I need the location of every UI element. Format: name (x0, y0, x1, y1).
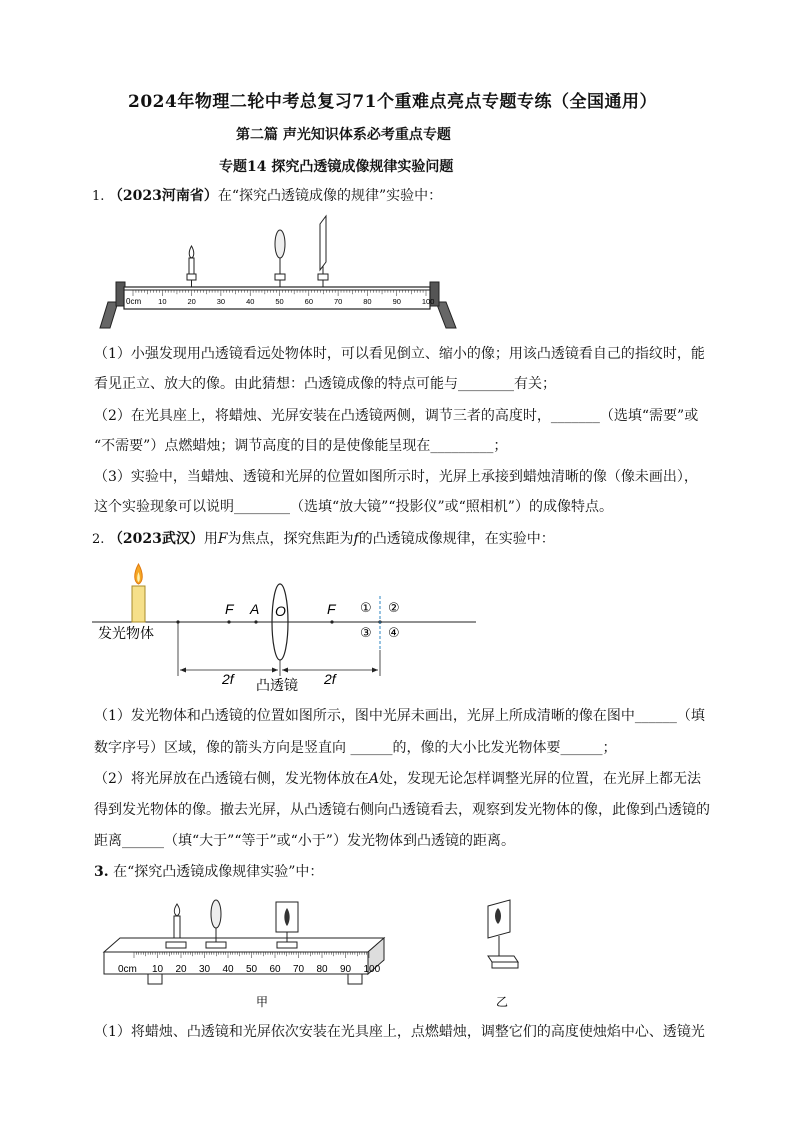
q1-bench-tick-label: 70 (333, 297, 343, 306)
q1-light-screen (318, 216, 328, 287)
q3-bench-front (104, 952, 368, 974)
q3-bench-tick-label: 40 (222, 964, 234, 975)
q3-bench-tick-label: 10 (152, 964, 164, 975)
q2-part2-point-A: A (368, 771, 380, 787)
q3-bench-tick-label: 90 (340, 964, 352, 975)
q1-stem-text: 在“探究凸透镜成像的规律”实验中： (217, 188, 443, 204)
q2-label-F-left: F (225, 601, 234, 617)
q2-part2-line3: 距离______（填“大于”“等于”或“小于”）发光物体到凸透镜的距离。 (94, 833, 515, 849)
q1-bench-tick-label: 10 (158, 297, 167, 306)
q2-part1-line2: 数字序号）区域，像的箭头方向是竖直向 ______的，像的大小比发光物体要______； (94, 740, 617, 756)
q3-figure-jia (100, 892, 390, 1012)
q2-stem-focal-symbol: f (353, 531, 359, 547)
q3-bench-tick-label: 80 (316, 964, 328, 975)
q3-bench-top (104, 938, 384, 952)
q2-lens-label: 凸透镜 (256, 677, 298, 693)
q1-bench-tick-label: 50 (275, 297, 284, 306)
q2-point-A (254, 620, 257, 623)
q2-region-1: ① (360, 600, 372, 615)
q2-source: （2023武汉） (108, 531, 204, 547)
q3-bench-tick-label: 50 (246, 964, 258, 975)
q3-bench-tick-label: 60 (269, 964, 281, 975)
q2-point-F-left (227, 620, 230, 623)
q1-part3-line1: （3）实验中，当蜡烛、透镜和光屏的位置如图所示时，光屏上承接到蜡烛清晰的像（像未画出）， (94, 469, 698, 485)
q1-bench-tick-label: 30 (216, 297, 226, 306)
q1-part1-line1: （1）小强发现用凸透镜看远处物体时，可以看见倒立、缩小的像；用该凸透镜看自己的指纹时，能 (94, 346, 705, 362)
q2-part2-text-a: （2）将光屏放在凸透镜右侧，发光物体放在 (94, 771, 369, 787)
q2-point-F-right (330, 620, 333, 623)
document-title: 2024年物理二轮中考总复习71个重难点亮点专题专练（全国通用） (128, 92, 657, 112)
q2-dim-left-label: 2f (222, 671, 234, 687)
q2-part1-line1: （1）发光物体和凸透镜的位置如图所示，图中光屏未画出，光屏上所成清晰的像在图中______（填 (94, 708, 705, 724)
q3-bench-tick-label: 30 (199, 964, 211, 975)
q2-region-3: ③ (360, 625, 372, 640)
q3-figure-yi (470, 896, 540, 1012)
q1-bench-unit-label: 0cm (126, 297, 142, 306)
q2-label-A: A (250, 601, 260, 617)
q2-part2-line2: 得到发光物体的像。撤去光屏，从凸透镜右侧向凸透镜看去，观察到发光物体的像，此像到凸透镜的 (94, 802, 710, 818)
q2-number: 2. (92, 532, 105, 547)
q3-stem-text: 在“探究凸透镜成像规律实验”中： (113, 864, 324, 880)
q1-part3-line2: 这个实验现象可以说明________（选填“放大镜”“投影仪”或“照相机”）的成像特点。 (94, 499, 613, 515)
q1-optical-bench-figure (96, 210, 466, 335)
q2-region-2: ② (388, 600, 400, 615)
q1-convex-lens (275, 230, 285, 287)
q2-part2-text-b: 处，发现无论怎样调整光屏的位置，在光屏上都无法 (379, 771, 702, 787)
q3-bench-tick-label: 100 (363, 964, 381, 975)
q2-lens-diagram (92, 560, 482, 700)
q1-stem (92, 186, 442, 207)
q3-stem (94, 862, 323, 882)
q1-bench-tick-label: 80 (363, 297, 372, 306)
q1-number: 1. (92, 189, 105, 204)
topic-heading: 专题14 探究凸透镜成像规律实验问题 (219, 159, 454, 175)
q1-bench-tick-label: 20 (187, 297, 196, 306)
q3-bench-unit-label: 0cm (118, 964, 137, 975)
q2-stem-text-a: 用 (203, 531, 218, 547)
q3-screen-closeup (488, 900, 518, 968)
q2-stem (92, 529, 555, 550)
q1-part2-line2: “不需要”）点燃蜡烛；调节高度的目的是使像能呈现在_________； (94, 438, 508, 454)
q3-part1-line1: （1）将蜡烛、凸透镜和光屏依次安装在光具座上，点燃蜡烛，调整它们的高度使烛焰中心、透镜光 (94, 1024, 705, 1040)
q2-stem-text-b: 为焦点，探究焦距为 (227, 531, 354, 547)
q3-number: 3. (94, 864, 109, 880)
q3-figure-yi-label: 乙 (496, 995, 509, 1009)
q2-stem-text-c: 的凸透镜成像规律，在实验中： (358, 531, 555, 547)
q1-bench-tick-label: 90 (392, 297, 401, 306)
q3-bench-tick-label: 20 (175, 964, 187, 975)
q2-label-F-right: F (327, 601, 336, 617)
q2-stem-focus-symbol: F (217, 531, 228, 547)
q2-light-object (132, 564, 145, 622)
q1-bench-tick-label: 60 (304, 297, 314, 306)
q2-part2-line1 (94, 769, 701, 789)
part-heading: 第二篇 声光知识体系必考重点专题 (236, 127, 451, 143)
q3-figure-jia-label: 甲 (256, 995, 269, 1009)
q2-object-label: 发光物体 (98, 625, 154, 641)
q1-candle (187, 246, 196, 287)
q1-source: （2023河南省） (108, 188, 218, 204)
q3-bench-foot-left (148, 974, 162, 984)
q2-dim-right-label: 2f (324, 671, 336, 687)
q3-bench-tick-label: 70 (293, 964, 305, 975)
q1-bench-tick-label: 100 (421, 297, 435, 306)
q2-region-4: ④ (388, 625, 400, 640)
q1-bench-tick-label: 40 (246, 297, 255, 306)
q2-label-O: O (275, 603, 286, 619)
q3-bench-foot-right (348, 974, 362, 984)
q1-bench-left-leg (100, 302, 118, 328)
q1-part2-line1: （2）在光具座上，将蜡烛、光屏安装在凸透镜两侧，调节三者的高度时，_______（选填“需要”或 (94, 408, 699, 424)
q1-part1-line2: 看见正立、放大的像。由此猜想：凸透镜成像的特点可能与________有关； (94, 376, 556, 392)
